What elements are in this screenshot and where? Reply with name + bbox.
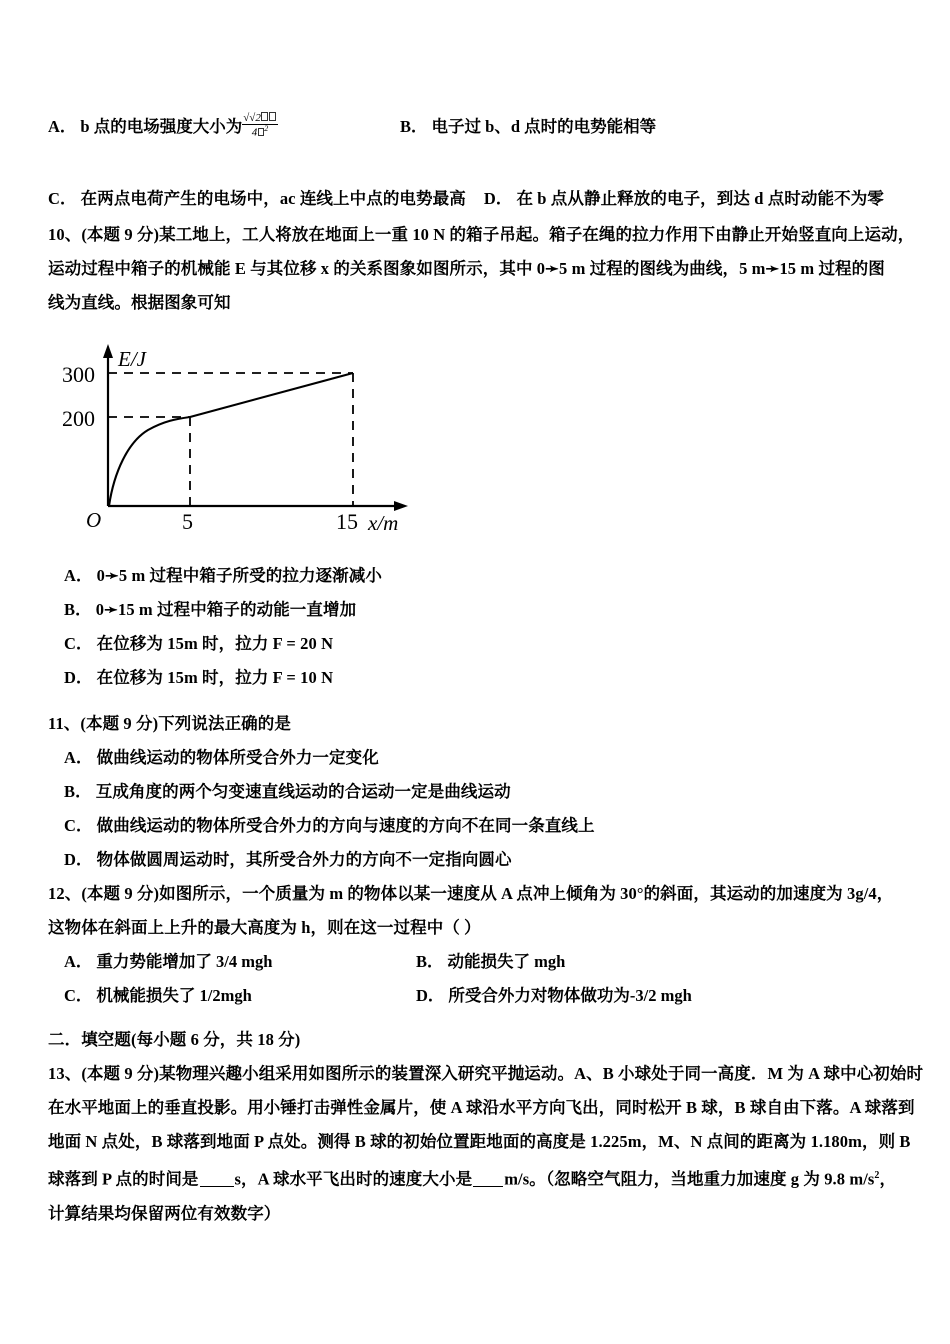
q11-option-c-label: C． [64,816,93,835]
q13-text-2: 在水平地面上的垂直投影。用小锤打击弹性金属片，使 A 球沿水平方向飞出，同时松开 B 球，B 球自由下落。A 球落到 [48,1098,915,1117]
q9-option-b-text: 电子过 b、d 点时的电势能相等 [431,117,657,136]
q13-line-5: 计算结果均保留两位有效数字） [48,1203,281,1223]
q10-option-b [48,593,904,627]
q12-option-a-text: 重力势能增加了 3/4 mgh [96,952,273,971]
q12-options-row-cd [48,979,904,1013]
q12-option-a-label: A． [64,952,93,971]
q9-option-c-text: 在两点电荷产生的电场中，ac 连线上中点的电势最高 [80,189,466,208]
q10-stem-line-3 [48,286,904,320]
section-2-heading: 二．填空题(每小题 6 分，共 18 分) [48,1030,301,1049]
q11-number: 11、 [48,714,81,733]
q13-line-4 [48,1159,904,1197]
q12-option-c [64,979,416,1013]
graph-svg [56,334,476,539]
missing-glyph-box [261,112,268,121]
q10-option-b-text: 0➛15 m 过程中箱子的动能一直增加 [95,600,357,619]
q10-stem-line-1 [48,218,915,252]
q11-option-b [48,775,904,809]
q13-text-3: 地面 N 点处，B 球落到地面 P 点处。测得 B 球的初始位置距地面的高度是 1.225m，M、N 点间的距离为 1.180m，则 B [48,1132,911,1151]
page-content [48,111,924,1231]
q10-option-b-label: B． [64,600,92,619]
q13-unit-exponent: 2 [874,1170,880,1181]
y-axis-label: E/J [118,347,146,371]
q10-stem-text-2: 运动过程中箱子的机械能 E 与其位移 x 的关系图象如图所示，其中 0➛5 m 过程的图线为曲线，5 m➛15 m 过程的图 [48,259,885,278]
q11-option-c-text: 做曲线运动的物体所受合外力的方向与速度的方向不在同一条直线上 [96,816,595,835]
q9-option-a [48,112,400,142]
q12-option-c-label: C． [64,986,93,1005]
q11-score-tag: (本题 9 分) [80,714,159,733]
q13-number: 13、 [48,1064,82,1083]
q12-option-b-label: B． [416,952,444,971]
q10-option-d-text: 在位移为 15m 时，拉力 F = 10 N [96,668,334,687]
q13-text-4b: s，A 球水平飞出时的速度大小是 [234,1169,473,1189]
q9-option-b-label: B． [400,117,428,136]
q10-number: 10、 [48,225,82,244]
q12-option-a [64,945,416,979]
q13-text-4a: 球落到 P 点的时间是 [48,1169,199,1189]
q12-option-b-text: 动能损失了 mgh [447,952,566,971]
x-axis-arrowhead [394,501,408,511]
q13-text-4d: ， [879,1169,897,1189]
q10-score-tag: (本题 9 分) [81,225,160,244]
missing-glyph-box [269,112,276,121]
q10-option-c-label: C． [64,634,93,653]
y-axis-arrowhead [103,344,113,358]
q9-options-row-ab [48,112,904,142]
q13-line-2 [48,1091,915,1125]
q10-option-d [48,661,904,695]
q10-option-c-text: 在位移为 15m 时，拉力 F = 20 N [96,634,334,653]
q12-stem-text-1: 如图所示，一个质量为 m 的物体以某一速度从 A 点冲上倾角为 30°的斜面，其运动的加速度为 3g/4， [159,884,894,903]
spacer [48,142,904,182]
q12-option-d-label: D． [416,986,445,1005]
formula-numerator-prefix: √2 [249,111,261,124]
x-axis-label: x/m [368,511,399,535]
q11-option-d [48,843,904,877]
q9-option-a-label: A． [48,117,77,136]
q12-score-tag: (本题 9 分) [81,884,160,903]
q12-option-d [416,979,904,1013]
q11-option-c [48,809,904,843]
formula-exponent: 2 [264,124,269,134]
q11-stem [48,707,904,741]
y-tick-label-300: 300 [62,362,95,387]
x-tick-label-15: 15 [336,509,358,534]
answer-blank-velocity[interactable] [473,1186,503,1187]
answer-blank-time[interactable] [200,1186,234,1187]
spacer [48,1013,904,1023]
q10-option-a-text: 0➛5 m 过程中箱子所受的拉力逐渐减小 [96,566,382,585]
origin-label: O [86,508,102,532]
q10-option-c [48,627,904,661]
q10-option-a-label: A． [64,566,93,585]
q11-option-a [48,741,904,775]
q12-options-row-ab [48,945,904,979]
curve-segment-0-to-5 [109,417,190,506]
q11-option-b-text: 互成角度的两个匀变速直线运动的合运动一定是曲线运动 [95,782,511,801]
q12-stem-text-2: 这物体在斜面上上升的最大高度为 h，则在这一过程中（ ） [48,918,481,937]
q13-text-4c: m/s。（忽略空气阻力，当地重力加速度 g 为 9.8 m/s [504,1169,875,1189]
q12-stem-line-2 [48,911,904,945]
q11-option-a-text: 做曲线运动的物体所受合外力一定变化 [96,748,379,767]
q12-option-d-text: 所受合外力对物体做功为-3/2 mgh [448,986,692,1005]
q13-line-3 [48,1125,911,1159]
q9-option-d-text: 在 b 点从静止释放的电子，到达 d 点时动能不为零 [516,189,884,208]
q12-option-c-text: 机械能损失了 1/2mgh [96,986,252,1005]
missing-glyph-box [258,128,264,136]
q9-option-a-text: b 点的电场强度大小为 [80,117,243,136]
q10-stem-line-2 [48,252,904,286]
q9-option-a-formula: $\frac{√√2}{4 ^2}$ [242,112,278,140]
q12-number: 12、 [48,884,82,903]
q10-option-d-label: D． [64,668,93,687]
y-tick-label-200: 200 [62,406,95,431]
q12-option-b [416,945,904,979]
q13-score-tag: (本题 9 分) [81,1064,160,1083]
q13-line-1 [48,1057,924,1091]
x-tick-label-5: 5 [182,509,193,534]
formula-denominator-prefix: 4 [251,127,258,140]
q9-option-d-label: D． [483,189,513,208]
q10-stem-text-1: 某工地上，工人将放在地面上一重 10 N 的箱子吊起。箱子在绳的拉力作用下由静止开始竖直向上运动， [159,225,915,244]
line-segment-5-to-15 [190,373,353,417]
q12-stem-line-1 [48,877,904,911]
q11-option-d-label: D． [64,850,93,869]
spacer [48,539,904,559]
q9-option-b [400,112,904,142]
q11-option-d-text: 物体做圆周运动时，其所受合外力的方向不一定指向圆心 [96,850,512,869]
q11-option-b-label: B． [64,782,92,801]
q9-option-c-label: C． [48,189,77,208]
q13-text-1: 某物理兴趣小组采用如图所示的装置深入研究平抛运动。A、B 小球处于同一高度．M 为 A 球中心初始时 [159,1064,924,1083]
q11-option-a-label: A． [64,748,93,767]
spacer [48,695,904,707]
q10-stem-text-3: 线为直线。根据图象可知 [48,293,231,312]
energy-displacement-graph [56,334,476,539]
q9-options-row-cd [48,182,904,216]
q10-option-a [48,559,904,593]
q11-stem-text: 下列说法正确的是 [158,714,291,733]
